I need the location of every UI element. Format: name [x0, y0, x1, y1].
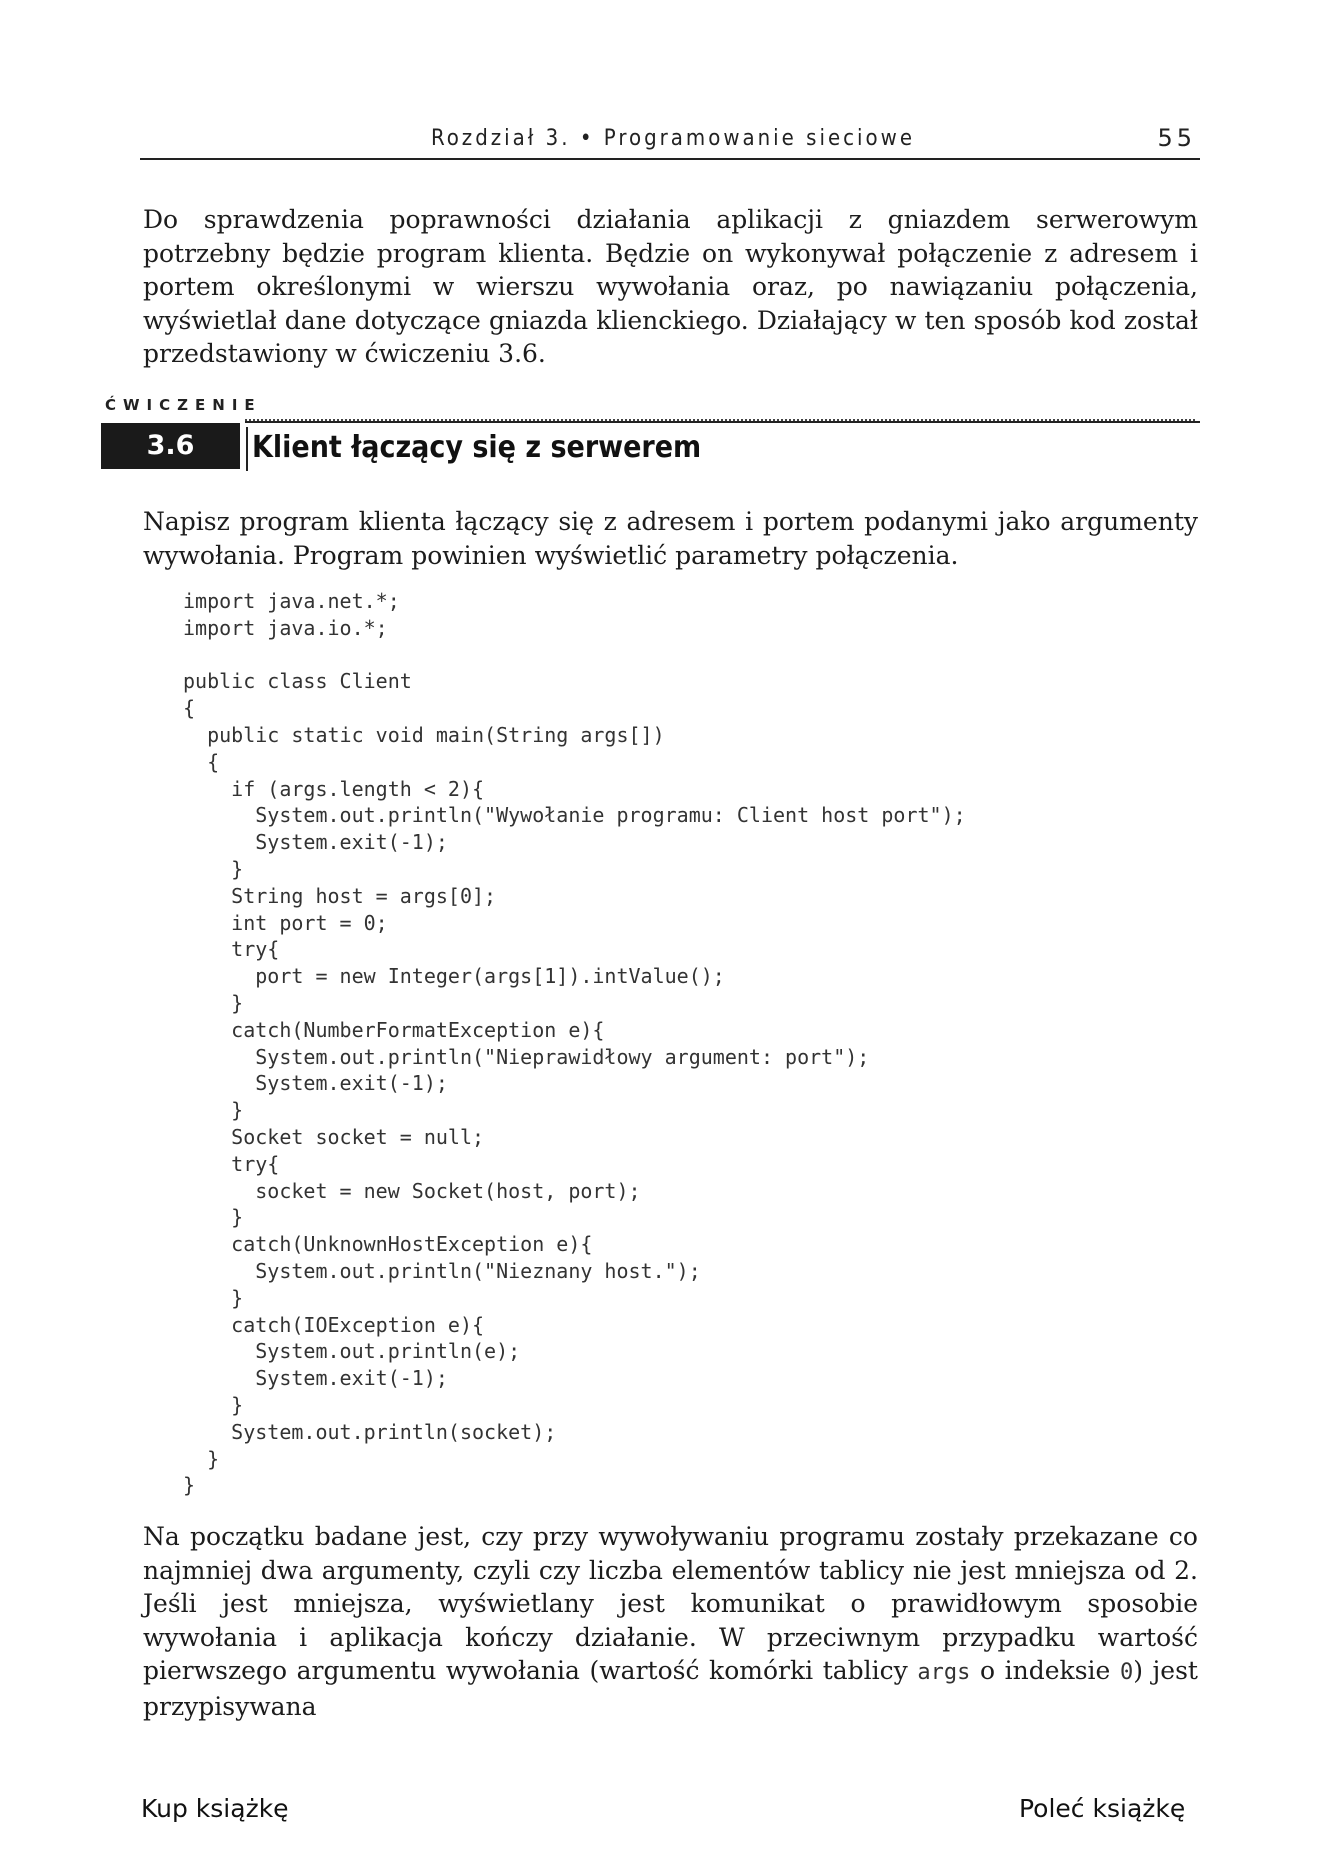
closing-paragraph: [143, 1520, 1198, 1723]
inline-code-index: 0: [1119, 1660, 1134, 1685]
running-header: [140, 126, 1200, 160]
exercise-number-badge: 3.6: [101, 423, 240, 469]
exercise-task: Napisz program klienta łączący się z adresem i portem podanymi jako argumenty wywołania. Program powinien wyświetlić parametry połączenia.: [143, 507, 1198, 570]
inline-code-args: args: [917, 1660, 971, 1685]
page-number: 55: [1157, 124, 1196, 152]
closing-text-1: Na początku badane jest, czy przy wywoływaniu programu zostały przekazane co najmniej dwa argumenty, czyli czy liczba elementów tablicy nie jest mniejsza od 2. Jeśli jest mniejsza, wyświetlany jest komunikat o prawidłowym sposobie wywołania i aplikacja kończy działanie. W przeciwnym przypadku wartość pierwszego argumentu wywołania (wartość komórki tablicy: [143, 1522, 1198, 1685]
closing-text-3: ) jest przypisywana: [143, 1656, 1198, 1721]
code-listing: import java.net.*; import java.io.*; public class Client { public static void main(String args[]) { if (args.length < 2){ System.out.println("Wywołanie programu: Client host port"); System.exit(-1); } String host = args[0]; int port = 0; try{ port = new Integer(args[1]).intValue(); } catch(NumberFormatException e){ System.out.println("Nieprawidłowy argument: port"); System.exit(-1); } Socket socket = null; try{ socket = new Socket(host, port); } catch(UnknownHostException e){ System.out.println("Nieznany host."); } catch(IOException e){ System.out.println(e); System.exit(-1); } System.out.println(socket); } }: [183, 589, 966, 1498]
chapter-title: Rozdział 3. • Programowanie sieciowe: [430, 126, 915, 151]
buy-book-link[interactable]: Kup książkę: [141, 1794, 289, 1823]
closing-text-2: o indeksie: [980, 1656, 1111, 1685]
kicker-solid-rule: [245, 421, 1200, 423]
recommend-book-link[interactable]: Poleć książkę: [1019, 1794, 1186, 1823]
exercise-title: Klient łączący się z serwerem: [246, 427, 701, 471]
exercise-kicker: ĆWICZENIE: [105, 396, 262, 414]
intro-paragraph: Do sprawdzenia poprawności działania aplikacji z gniazdem serwerowym potrzebny będzie program klienta. Będzie on wykonywał połączenie z adresem i portem określonymi w wierszu wywołania oraz, po nawiązaniu połączenia, wyświetlał dane dotyczące gniazda klienckiego. Działający w ten sposób kod został przedstawiony w ćwiczeniu 3.6.: [143, 205, 1198, 368]
